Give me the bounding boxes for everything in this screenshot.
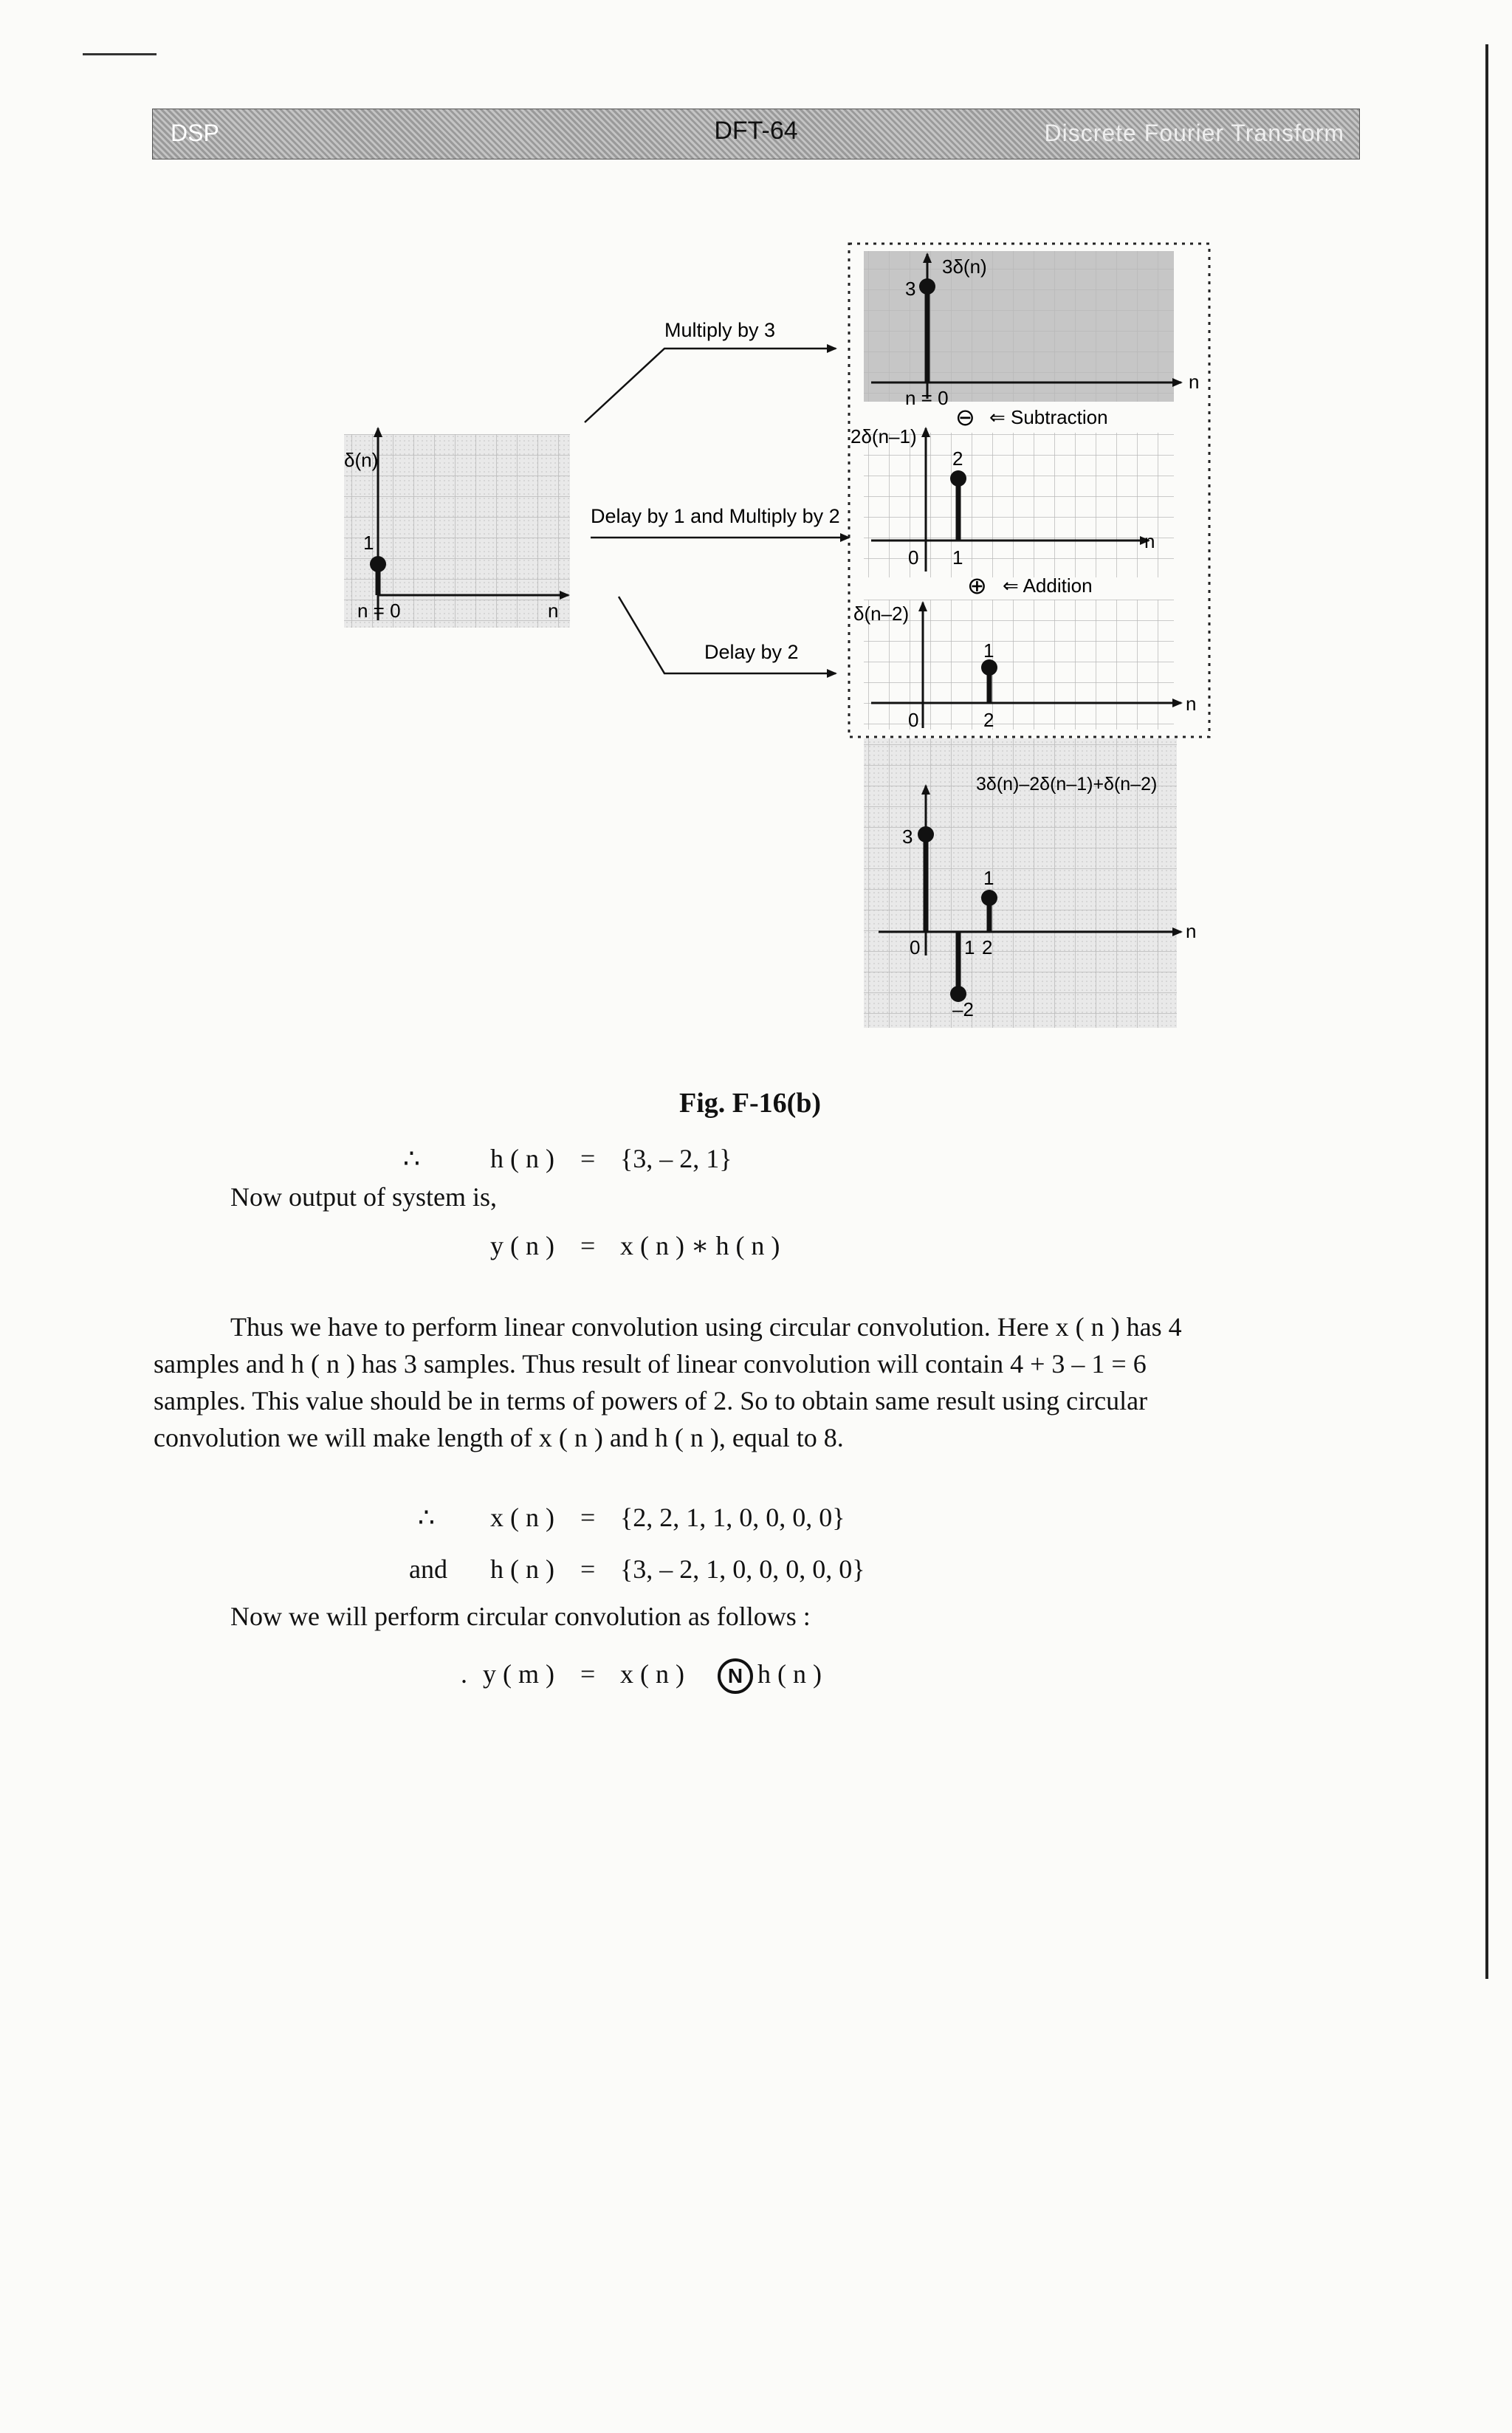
plot-c-tick-0: 0 (908, 709, 919, 731)
plot-c-tick-2: 2 (983, 709, 994, 731)
eq5-equals: = (580, 1659, 596, 1689)
result-dot-0 (918, 826, 934, 843)
result-plot (864, 738, 1196, 1028)
convolution-paragraph (154, 1308, 1364, 1456)
paragraph-line-2: samples and h ( n ) has 3 samples. Thus result of linear convolution will contain 4 + 3 – 1 = 6 (154, 1349, 1147, 1379)
result-axis-label: n (1186, 920, 1197, 942)
header-book-title: DSP (171, 120, 219, 146)
eq2-rhs: x ( n ) ∗ h ( n ) (620, 1231, 780, 1260)
arrow-label-multiply: Multiply by 3 (664, 319, 776, 341)
plot-b-axis-label: n (1144, 530, 1155, 552)
eq1-lhs: h ( n ) (490, 1144, 554, 1173)
plus-circle-icon: ⊕ (967, 572, 987, 599)
arrow-multiply-3 (585, 319, 836, 422)
plot-c-dot (981, 659, 997, 676)
arrow-label-delay2: Delay by 2 (704, 641, 799, 663)
addition-label: ⇐ Addition (1003, 574, 1093, 597)
eq5-rhs-b: h ( n ) (757, 1659, 822, 1689)
result-tick-2: 2 (982, 936, 993, 958)
arrow-label-delay1: Delay by 1 and Multiply by 2 (591, 505, 840, 527)
eq3-equals: = (580, 1503, 596, 1532)
figure-caption: Fig. F-16(b) (679, 1088, 822, 1119)
eq5-lhs: y ( m ) (483, 1659, 554, 1689)
subtraction-op (955, 404, 1108, 430)
input-origin-label: n = 0 (357, 600, 401, 622)
eq1-prefix: ∴ (403, 1144, 420, 1173)
plot-a-dot (919, 278, 935, 295)
arrow-delay1-multiply2 (591, 505, 849, 538)
result-tick-0: 0 (910, 936, 921, 958)
plot-2delta-n-1 (850, 425, 1174, 577)
eq2-lhs: y ( n ) (490, 1231, 554, 1260)
addition-op (967, 572, 1093, 599)
input-axis-label: n (548, 600, 559, 622)
result-dot-2 (981, 890, 997, 906)
result-label: 3δ(n)–2δ(n–1)+δ(n–2) (976, 774, 1158, 795)
result-tick-1: 1 (964, 936, 975, 958)
plot-a-label: 3δ(n) (942, 255, 987, 278)
eq2-equals: = (580, 1231, 596, 1260)
result-value-2: 1 (983, 867, 994, 889)
text-circular-convolution: Now we will perform circular convolution as follows : (230, 1602, 811, 1631)
convolution-figure (0, 0, 1512, 1049)
eq5-prefix: . (461, 1659, 467, 1689)
eq3-prefix: ∴ (418, 1503, 435, 1532)
plot-c-value: 1 (983, 639, 994, 662)
paragraph-line-4: convolution we will make length of x ( n ) and h ( n ), equal to 8. (154, 1423, 844, 1452)
result-value-0: 3 (902, 826, 913, 848)
paragraph-line-1: Thus we have to perform linear convolution using circular convolution. Here x ( n ) has 4 (230, 1312, 1182, 1342)
input-plot (344, 428, 570, 628)
minus-circle-icon: ⊖ (955, 404, 975, 430)
eq4-rhs: {3, – 2, 1, 0, 0, 0, 0, 0} (620, 1554, 865, 1584)
eq3-rhs: {2, 2, 1, 1, 0, 0, 0, 0} (620, 1503, 845, 1532)
input-sample-dot (370, 556, 386, 572)
input-sample-label: 1 (363, 532, 374, 554)
paragraph-line-3: samples. This value should be in terms of powers of 2. So to obtain same result using circular (154, 1386, 1148, 1415)
eq3-lhs: x ( n ) (490, 1503, 554, 1532)
plot-b-value: 2 (952, 447, 963, 470)
header-chapter-title: Discrete Fourier Transform (1044, 120, 1344, 146)
subtraction-label: ⇐ Subtraction (989, 406, 1108, 428)
plot-b-tick-0: 0 (908, 546, 919, 569)
plot-delta-n-2 (853, 600, 1196, 731)
result-value-1: –2 (952, 998, 974, 1020)
plot-3delta (864, 251, 1199, 409)
plot-c-axis-label: n (1186, 693, 1197, 715)
plot-a-origin: n = 0 (905, 387, 949, 409)
eq1-equals: = (580, 1144, 596, 1173)
arrow-delay-2 (619, 597, 836, 673)
plot-b-dot (950, 470, 966, 487)
plot-c-label: δ(n–2) (853, 603, 910, 625)
circular-convolution-operator-icon: N (718, 1658, 753, 1694)
page-number: DFT-64 (714, 117, 798, 145)
eq4-lhs: h ( n ) (490, 1554, 554, 1584)
eq4-prefix: and (409, 1554, 447, 1584)
plot-a-axis-label: n (1189, 371, 1200, 393)
eq4-equals: = (580, 1554, 596, 1584)
plot-a-value: 3 (905, 278, 916, 300)
eq1-rhs: {3, – 2, 1} (620, 1144, 732, 1173)
plot-b-tick-1: 1 (952, 546, 963, 569)
input-label: δ(n) (344, 449, 379, 471)
eq5-rhs-a: x ( n ) (620, 1659, 684, 1689)
plot-b-label: 2δ(n–1) (850, 425, 917, 447)
text-output-of-system: Now output of system is, (230, 1182, 498, 1212)
